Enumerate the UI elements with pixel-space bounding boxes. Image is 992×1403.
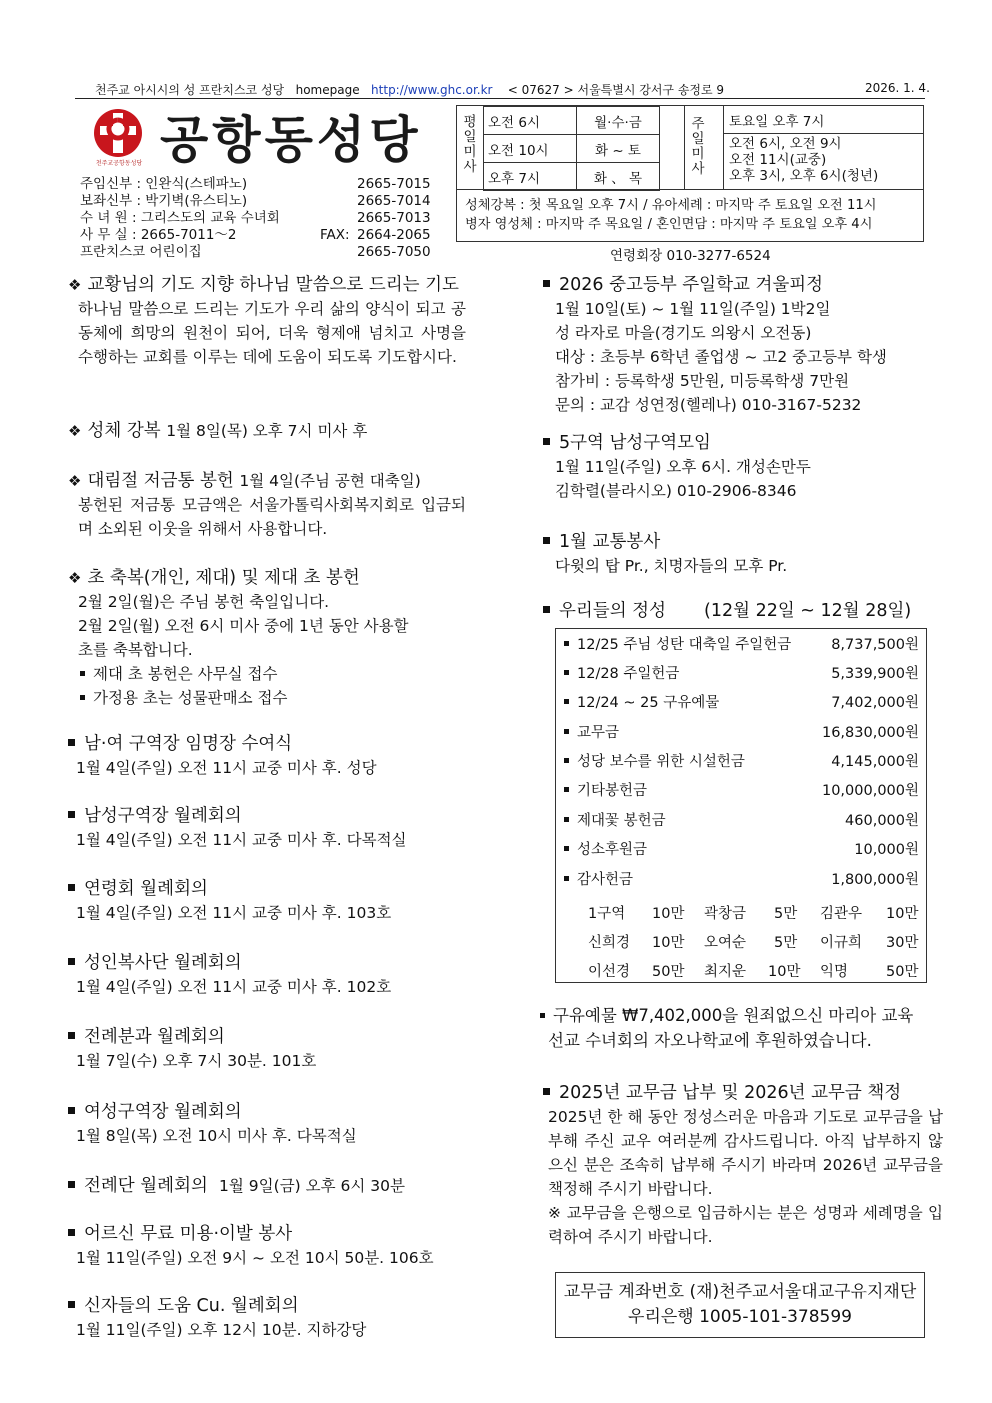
square-bullet-icon <box>68 958 75 965</box>
square-bullet-icon <box>68 1301 75 1308</box>
notice-women-leaders: 여성구역장 월례회의 1월 8일(목) 오전 10시 미사 후. 다목적실 <box>68 1100 357 1148</box>
notice-prayer-intention: ❖ 교황님의 기도 지향 하나님 말씀으로 드리는 기도 하나님 말씀으로 드리는 기도가 우리 삶의 양식이 되고 공동체에 희망의 원천이 되어, 더욱 형제애 넘치고 사명을 수행하는 교회를 이루는 데에 도움이 되도록 기도합시다. <box>68 275 466 366</box>
notice-benediction: ❖ 성체 강복 1월 8일(목) 오후 7시 미사 후 <box>68 421 368 441</box>
bulletin-date: 2026. 1. 4. <box>865 81 930 95</box>
square-bullet-icon <box>564 758 569 763</box>
diamond-bullet-icon: ❖ <box>68 472 82 490</box>
offerings-table <box>555 628 927 983</box>
notice-advent-box: ❖ 대림절 저금통 봉헌 1월 4일(주님 공현 대축일) 봉헌된 저금통 모금액은 서울가톨릭사회복지회로 입금되며 소외된 이웃을 위해서 사용합니다. <box>68 471 466 538</box>
square-bullet-icon <box>68 739 75 746</box>
notice-district5-meeting: 5구역 남성구역모임 1월 11일(주일) 오후 6시. 개성손만두 김학렬(블라시오) 010-2906-8346 <box>543 431 811 503</box>
square-bullet-icon <box>68 884 75 891</box>
donor-name: 곽창금 <box>704 906 747 922</box>
donor-name: 이규희 <box>820 935 863 951</box>
fax-number: 2664-2065 <box>357 227 431 243</box>
offering-row: 제대꽃 봉헌금 460,000원 <box>564 807 919 836</box>
square-bullet-icon <box>564 846 569 851</box>
mass-row: 오전 10시 화 ~ 토 <box>484 135 660 163</box>
square-bullet-icon <box>564 699 569 704</box>
staff-phone: 2665-7013 <box>357 210 431 226</box>
logo-caption: 천주교공항동성당 <box>95 160 143 167</box>
square-bullet-icon <box>543 1088 550 1095</box>
square-bullet-icon <box>564 787 569 792</box>
square-bullet-icon <box>543 537 550 544</box>
address: < 07627 > 서울특별시 강서구 송정로 9 <box>507 83 725 97</box>
square-bullet-icon <box>68 1229 75 1236</box>
diamond-bullet-icon: ❖ <box>68 569 82 587</box>
donor-name: 이선경 <box>588 964 631 980</box>
church-name: 공항동성당 <box>160 111 422 169</box>
parish-full-name: 천주교 아시시의 성 프란치스코 성당 <box>95 83 285 97</box>
homepage-label: homepage <box>295 83 360 97</box>
square-bullet-icon <box>68 1107 75 1114</box>
sunday-mass-times: 오전 6시, 오전 9시 오전 11시(교중) 오후 3시, 오후 6시(청년) <box>729 136 879 184</box>
notice-funeral-committee: 연령회 월례회의 1월 4일(주일) 오전 11시 교중 미사 후. 103호 <box>68 877 391 925</box>
staff-row: 프란치스코 어린이집 2665-7050 <box>80 244 431 260</box>
donor-name: 최지운 <box>704 964 747 980</box>
square-bullet-icon <box>543 606 550 613</box>
square-bullet-icon <box>80 671 85 676</box>
notice-church-dues: 2025년 교무금 납부 및 2026년 교무금 책정 2025년 한 해 동안 정성스러운 마음과 기도로 교무금을 납부해 주신 교우 여러분께 감사드립니다. 아직 납부하지 않으신 분은 조속히 납부해 주시기 바라며 2026년 교무금을 책정해 주시기 바랍니다. ※ 교무금을 은행으로 입금하시는 분은 성명과 세례명을 입력하여 주시기 바랍니다. <box>543 1081 943 1249</box>
square-bullet-icon <box>564 876 569 881</box>
donor-name: 신희경 <box>588 935 631 951</box>
notice-liturgy-dept: 전례분과 월례회의 1월 7일(수) 오후 7시 30분. 101호 <box>68 1025 316 1073</box>
donor-name: 1구역 <box>588 906 626 922</box>
square-bullet-icon <box>564 729 569 734</box>
gift-note: 구유예물 ₩7,402,000을 원죄없으신 마리아 교육 선교 수녀회의 자오나학교에 후원하였습니다. <box>540 1003 913 1053</box>
weekday-mass-table <box>483 106 660 191</box>
donor-amount: 5만 <box>774 906 798 922</box>
weekday-mass-label: 평 일 미 사 <box>463 114 477 175</box>
square-bullet-icon <box>68 1032 75 1039</box>
offering-row: 기타봉헌금 10,000,000원 <box>564 777 919 806</box>
notice-appointment: 남·여 구역장 임명장 수여식 1월 4일(주일) 오전 11시 교중 미사 후. 성당 <box>68 732 377 780</box>
notice-legio-meeting: 신자들의 도움 Cu. 월례회의 1월 11일(주일) 오후 12시 10분. 지하강당 <box>68 1294 366 1342</box>
donor-amount: 10만 <box>768 964 801 980</box>
header-divider <box>75 98 925 99</box>
square-bullet-icon <box>564 817 569 822</box>
sacrament-info: 성체강복 : 첫 목요일 오후 7시 / 유아세례 : 마지막 주 토요일 오전 11시 병자 영성체 : 마지막 주 목요일 / 혼인면담 : 마지막 주 토요일 오후 4시 <box>465 198 877 232</box>
offerings-heading: 우리들의 정성 (12월 22일 ~ 12월 28일) <box>543 599 911 623</box>
staff-phone: 2665-7015 <box>357 176 431 192</box>
staff-row: 수 녀 원 : 그리스도의 교육 수녀회 2665-7013 <box>80 210 431 226</box>
staff-row: 사 무 실 : 2665-7011～2 FAX: 2664-2065 <box>80 227 431 243</box>
sunday-mass-label: 주 일 미 사 <box>691 116 705 177</box>
funeral-committee-contact: 연령회장 010-3277-6524 <box>610 248 771 264</box>
staff-row: 보좌신부 : 박기벽(유스티노) 2665-7014 <box>80 193 431 209</box>
homepage-link[interactable]: http://www.ghc.or.kr <box>371 83 493 97</box>
donor-amount: 30만 <box>886 935 919 951</box>
diamond-bullet-icon: ❖ <box>68 276 82 294</box>
mass-row: 오후 7시 화 、 목 <box>484 163 660 191</box>
donor-amount: 10만 <box>652 906 685 922</box>
staff-row: 주임신부 : 인완식(스테파노) 2665-7015 <box>80 176 431 192</box>
diamond-bullet-icon: ❖ <box>68 422 82 440</box>
donor-name: 김관우 <box>820 906 863 922</box>
header-line <box>95 81 724 98</box>
staff-phone: 2665-7050 <box>357 244 431 260</box>
offering-row: 감사헌금 1,800,000원 <box>564 866 919 895</box>
notice-youth-retreat: 2026 중고등부 주일학교 겨울피정 1월 10일(토) ~ 1월 11일(주일) 1박2일 성 라자로 마을(경기도 의왕시 오전동) 대상 : 초등부 6학년 졸업생 ~ 고2 중고등부 학생 참가비 : 등록학생 5만원, 미등록학생 7만원 문의 : 교감 성연정(헬레나) 010-3167-5232 <box>543 273 887 417</box>
offering-row: 성당 보수를 위한 시설헌금 4,145,000원 <box>564 748 919 777</box>
donor-name: 익명 <box>820 964 849 980</box>
notice-haircut-service: 어르신 무료 미용·이발 봉사 1월 11일(주일) 오전 9시 ~ 오전 10시 50분. 106호 <box>68 1222 434 1270</box>
account-holder: 교무금 계좌번호 (재)천주교서울대교구유지재단 <box>563 1282 917 1302</box>
donor-amount: 50만 <box>886 964 919 980</box>
offering-row: 교무금 16,830,000원 <box>564 719 919 748</box>
donor-amount: 50만 <box>652 964 685 980</box>
notice-candle-blessing: ❖ 초 축복(개인, 제대) 및 제대 초 봉헌 2월 2일(월)은 주님 봉헌 축일입니다. 2월 2일(월) 오전 6시 미사 중에 1년 동안 사용할 초를 축복합니다. 제대 초 봉헌은 사무실 접수 가정용 초는 성물판매소 접수 <box>68 568 409 707</box>
square-bullet-icon <box>68 811 75 818</box>
sunday-eve-mass: 토요일 오후 7시 <box>729 114 825 130</box>
square-bullet-icon <box>540 1013 545 1018</box>
church-logo-icon <box>93 108 143 160</box>
offering-row: 12/25 주님 성탄 대축일 주일헌금 8,737,500원 <box>564 631 919 660</box>
staff-phone: 2665-7014 <box>357 193 431 209</box>
donor-amount: 10만 <box>652 935 685 951</box>
square-bullet-icon <box>543 280 550 287</box>
offering-row: 12/24 ~ 25 구유예물 7,402,000원 <box>564 689 919 718</box>
square-bullet-icon <box>543 438 550 445</box>
account-number: 우리은행 1005-101-378599 <box>628 1307 852 1327</box>
notice-altar-servers: 성인복사단 월례회의 1월 4일(주일) 오전 11시 교중 미사 후. 102호 <box>68 951 391 999</box>
square-bullet-icon <box>80 695 85 700</box>
offering-row: 12/28 주일헌금 5,339,900원 <box>564 660 919 689</box>
notice-men-leaders: 남성구역장 월례회의 1월 4일(주일) 오전 11시 교중 미사 후. 다목적실 <box>68 804 407 852</box>
mass-row: 오전 6시 월·수·금 <box>484 107 660 135</box>
square-bullet-icon <box>68 1181 75 1188</box>
donor-amount: 10만 <box>886 906 919 922</box>
notice-liturgy-group: 전례단 월례회의 1월 9일(금) 오후 6시 30분 <box>68 1174 405 1198</box>
bank-account-box <box>555 1272 925 1338</box>
staff-directory <box>80 176 435 261</box>
donor-name: 오여순 <box>704 935 747 951</box>
donor-amount: 5만 <box>774 935 798 951</box>
notice-traffic-service: 1월 교통봉사 다윗의 탑 Pr., 치명자들의 모후 Pr. <box>543 530 787 578</box>
square-bullet-icon <box>564 670 569 675</box>
square-bullet-icon <box>564 641 569 646</box>
offering-row: 성소후원금 10,000원 <box>564 836 919 865</box>
fax-label: FAX: <box>320 227 350 243</box>
mass-schedule-box <box>456 105 924 242</box>
